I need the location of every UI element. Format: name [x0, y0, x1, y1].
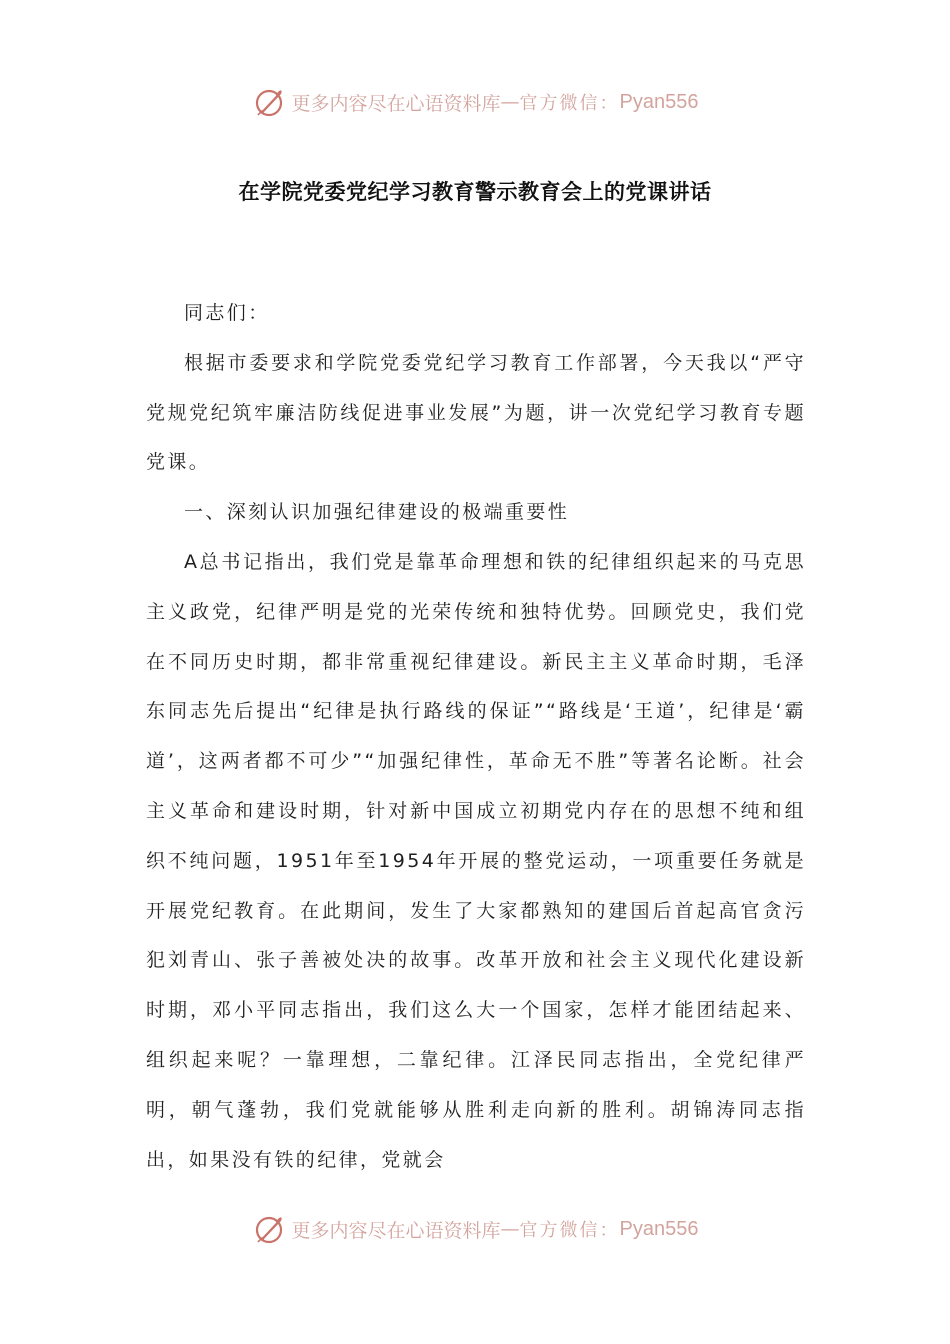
watermark-account: Pyan556: [619, 1217, 699, 1240]
quill-pen-circle-icon: [252, 85, 286, 119]
salutation: 同志们：: [184, 302, 270, 324]
paragraph-intro: 根据市委要求和学院党委党纪学习教育工作部署，今天我以“严守党规党纪筑牢廉洁防线促进事业发展”为题，讲一次党纪学习教育专题党课。: [146, 351, 806, 474]
document-title: 在学院党委党纪学习教育警示教育会上的党课讲话: [238, 180, 712, 204]
section-heading: 一、深刻认识加强纪律建设的极端重要性: [184, 501, 570, 524]
paragraph-body: A总书记指出，我们党是靠革命理想和铁的纪律组织起来的马克思主义政党，纪律严明是党的光荣传统和独特优势。回顾党史，我们党在不同历史时期，都非常重视纪律建设。新民主主义革命时期，毛泽东同志先后提出“纪律是执行路线的保证”“路线是‘王道’，纪律是‘霸道’，这两者都不可少”“加强纪律性，革命无不胜”等著名论断。社会主义革命和建设时期，针对新中国成立初期党内存在的思想不纯和组织不纯问题，1951年至1954年开展的整党运动，一项重要任务就是开展党纪教育。在此期间，发生了大家都熟知的建国后首起高官贪污犯刘青山、张子善被处决的故事。改革开放和社会主义现代化建设新时期，邓小平同志指出，我们这么大一个国家，怎样才能团结起来、组织起来呢？一靠理想，二靠纪律。江泽民同志指出，全党纪律严明，朝气蓬勃，我们党就能够从胜利走向新的胜利。胡锦涛同志指出，如果没有铁的纪律，党就会: [146, 550, 806, 1171]
watermark-dash: —: [500, 91, 520, 113]
quill-pen-circle-icon: [252, 1212, 286, 1246]
watermark-account: Pyan556: [619, 90, 699, 113]
header-watermark: [0, 80, 950, 124]
footer-watermark: [0, 1207, 950, 1251]
watermark-label: 官方微信：: [519, 1220, 620, 1241]
watermark-label: 官方微信：: [519, 93, 620, 114]
watermark-site-text: 更多内容尽在心语资料库: [291, 92, 501, 115]
watermark-site-text: 更多内容尽在心语资料库: [291, 1219, 501, 1242]
document-body: [146, 289, 806, 1185]
watermark-dash: —: [500, 1218, 520, 1240]
